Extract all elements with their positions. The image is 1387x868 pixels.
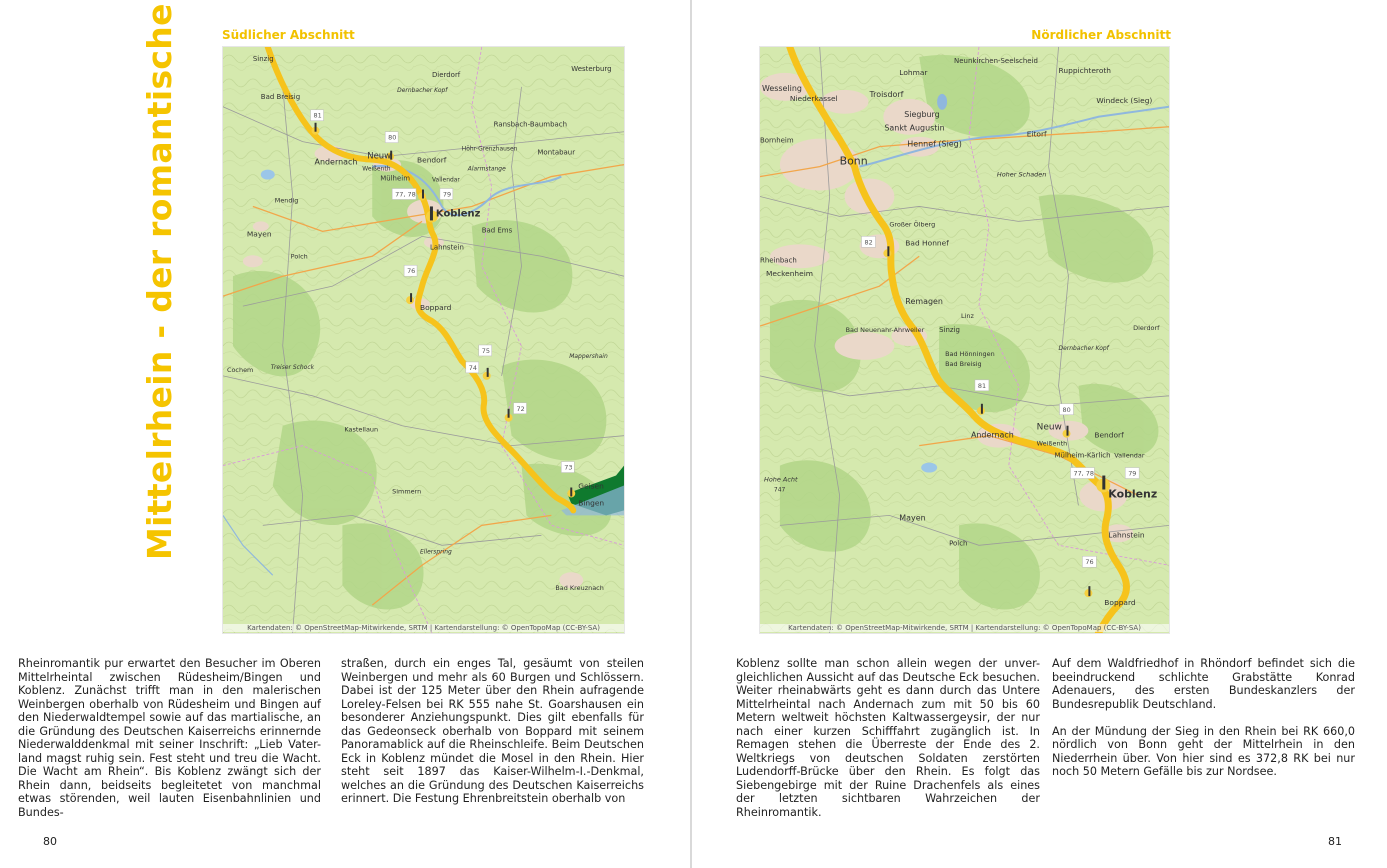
page-number-left: 80 [43, 835, 57, 848]
map-label-mulheim: Mülheim-Kärlich [1054, 451, 1111, 460]
map-label-neuwied: Neuw [367, 150, 392, 161]
km-marker: 79 [442, 190, 452, 199]
map-label-weissenthurm: Weißenth [362, 165, 391, 173]
km-marker: 74 [468, 363, 478, 372]
map-label-mappershain: Mappershain [569, 352, 608, 360]
map-label-alarmstange: Alarmstange [467, 165, 506, 173]
body-text-col2 [1052, 657, 1355, 779]
map-north [759, 46, 1170, 634]
map-label-sankt-augustin: Sankt Augustin [884, 123, 945, 133]
km-marker: 81 [977, 381, 987, 390]
map-label-neuwied: Neuw [1036, 422, 1062, 433]
map-label-hohe-acht-height: 747 [773, 486, 786, 494]
map-label-mayen: Mayen [899, 513, 926, 523]
body-text-col1 [18, 657, 321, 820]
map-label-hennef: Hennef (Sieg) [907, 139, 962, 149]
map-label-wesseling: Wesseling [761, 83, 802, 93]
map-credit: Kartendaten: © OpenStreetMap-Mitwirkende, SRTM | Kartendarstellung: © OpenTopoMap (CC-BY-SA) [760, 624, 1169, 632]
paragraph: Koblenz sollte man schon allein wegen der unver-gleichlichen Aussicht auf das Deutsche Eck besuchen. Weiter rheinabwärts geht es dann durch das Untere Mittelrheintal nach Andernach zum mit 50 bis 60 Metern weltweit höchsten Kaltwassergeysir, der nur nach einer kurzen Schifffahrt zugänglich ist. In Remagen stehen die Überreste der Ende des 2. Weltkriegs von deutschen Soldaten zerstörten Ludendorff-Brücke über den Rhein. Es folgt das Siebengebirge mit der Ruine Drachenfels als eines der letzten sichtbaren Wahrzeichen der Rheinromantik. [736, 657, 1040, 820]
map-label-windeck: Windeck (Sieg) [1096, 95, 1153, 105]
map-label-vallendar: Vallendar [1114, 451, 1145, 460]
map-north-graphic [760, 47, 1169, 633]
map-label-hohe-acht: Hohe Acht [763, 475, 798, 484]
km-marker: 80 [1062, 405, 1071, 414]
map-label-dierdorf: Dierdorf [1133, 324, 1160, 333]
map-label-grosser-olberg: Großer Ölberg [889, 220, 936, 229]
map-label-lahnstein: Lahnstein [429, 243, 464, 252]
section-label-south: Südlicher Abschnitt [222, 28, 355, 42]
km-marker: 82 [864, 238, 873, 247]
map-label-bingen: Bingen [578, 498, 605, 508]
body-text-col2 [341, 657, 644, 806]
map-label-bad-breisig: Bad Breisig [945, 359, 982, 368]
map-label-bornheim: Bornheim [760, 136, 794, 145]
km-marker: 72 [516, 404, 525, 413]
map-label-ruppichteroth: Ruppichteroth [1058, 65, 1112, 75]
paragraph: straßen, durch ein enges Tal, gesäumt von steilen Weinbergen und mehr als 60 Burgen und Schlössern. Dabei ist der 125 Meter über den Rhein aufragende Loreley-Felsen bei RK 555 nahe St. Goarshausen ein besonderer Anziehungspunkt. Dies gilt ebenfalls für das Gedeonseck oberhalb von Boppard mit seinem Panoramablick auf die Rheinschleife. Beim Deutschen Eck in Koblenz mündet die Mosel in den Rhein. Hier steht seit 1897 das Kaiser-Wilhelm-I.-Denkmal, welches an die Gründung des Deutschen Kaiserreichs erinnert. Die Festung Ehrenbreitstein oberhalb von [341, 657, 644, 806]
map-label-bad-neuenahr: Bad Neuenahr-Ahrweiler [845, 326, 925, 335]
map-label-neunkirchen: Neunkirchen-Seelscheid [954, 56, 1038, 65]
paragraph: An der Mündung der Sieg in den Rhein bei RK 660,0 nördlich von Bonn geht der Mittelrhein in den Niederrhein über. Von hier sind es 372,8 RK bei nur noch 50 Metern Gefälle bis zur Nordsee. [1052, 724, 1355, 779]
km-marker: 73 [564, 463, 573, 472]
map-label-bad-ems: Bad Ems [481, 226, 513, 235]
map-label-dernbacher-kopf: Dernbacher Kopf [397, 86, 448, 94]
section-label-north: Nördlicher Abschnitt [1031, 28, 1171, 42]
map-label-polch: Polch [949, 539, 968, 548]
km-marker: 76 [1085, 558, 1094, 567]
map-label-treiser-schock: Treiser Schock [270, 363, 315, 371]
km-marker: 75 [481, 346, 490, 355]
map-label-rheinbach: Rheinbach [760, 256, 797, 265]
map-label-bendorf: Bendorf [417, 155, 447, 165]
map-label-bendorf: Bendorf [1094, 430, 1124, 440]
map-label-bad-breisig: Bad Breisig [260, 92, 301, 101]
map-label-mendig: Mendig [274, 196, 299, 205]
map-label-simmern: Simmern [392, 487, 422, 496]
map-credit: Kartendaten: © OpenStreetMap-Mitwirkende, SRTM | Kartendarstellung: © OpenTopoMap (CC-BY-SA) [223, 624, 624, 632]
km-marker: 81 [313, 111, 322, 120]
right-page [692, 0, 1387, 868]
map-label-boppard: Boppard [420, 303, 452, 313]
map-south [222, 46, 625, 634]
map-label-boppard: Boppard [1104, 598, 1136, 608]
map-label-geisenheim: Geisen [578, 481, 604, 491]
map-label-lohmar: Lohmar [899, 67, 928, 77]
map-label-vallendar: Vallendar [431, 176, 460, 184]
map-label-bonn: Bonn [839, 154, 868, 168]
km-marker: 79 [1128, 469, 1137, 478]
map-label-lahnstein: Lahnstein [1108, 530, 1145, 540]
map-label-eitorf: Eitorf [1026, 129, 1047, 139]
paragraph: Auf dem Waldfriedhof in Rhöndorf befindet sich die beeindruckend schlichte Grabstätte Konrad Adenauers, des ersten Bundeskanzlers der Bundesrepublik Deutschland. [1052, 657, 1355, 711]
map-label-andernach: Andernach [970, 430, 1014, 440]
map-label-mulheim: Mülheim [380, 174, 410, 183]
map-label-ransbach: Ransbach-Baumbach [493, 120, 568, 129]
map-label-linz: Linz [961, 312, 974, 321]
map-label-westerburg: Westerburg [571, 64, 612, 73]
chapter-title: Mittelrhein - der romantische [140, 3, 179, 560]
map-label-weissenthurm: Weißenth [1036, 439, 1068, 448]
map-label-cochem: Cochem [226, 365, 254, 374]
km-marker: 80 [388, 133, 397, 142]
map-label-mayen: Mayen [246, 229, 272, 239]
km-marker: 76 [407, 267, 416, 276]
map-label-sinzig: Sinzig [939, 326, 960, 335]
map-label-bad-kreuznach: Bad Kreuznach [555, 584, 604, 593]
map-label-siegburg: Siegburg [904, 109, 940, 119]
map-label-bad-honningen: Bad Hönningen [945, 349, 995, 358]
map-label-meckenheim: Meckenheim [765, 269, 814, 279]
map-label-sinzig: Sinzig [252, 54, 274, 63]
map-label-dernbacher-kopf: Dernbacher Kopf [1058, 344, 1109, 352]
map-label-montabaur: Montabaur [537, 148, 576, 157]
map-label-niederkassel: Niederkassel [789, 93, 838, 103]
map-label-hoher-schaden: Hoher Schaden [996, 170, 1047, 179]
map-label-troisdorf: Troisdorf [869, 89, 904, 99]
map-label-dierdorf: Dierdorf [431, 70, 461, 79]
map-label-koblenz: Koblenz [435, 208, 481, 220]
page-number-right: 81 [1328, 835, 1342, 848]
km-marker: 77, 78 [395, 190, 416, 199]
map-label-koblenz: Koblenz [1108, 487, 1158, 501]
map-label-remagen: Remagen [905, 297, 943, 307]
body-text-col1 [736, 657, 1040, 820]
paragraph: Rheinromantik pur erwartet den Besucher im Oberen Mittelrheintal zwischen Rüdesheim/Bingen und Koblenz. Zunächst trifft man in den malerischen Weinbergen oberhalb von Rüdesheim und Bingen auf den Niederwaldtempel sowie auf das martialische, an die Gründung des Deutschen Kaiserreichs erinnernde Niederwalddenkmal mit seiner Inschrift: „Lieb Vater-land magst ruhig sein. Fest steht und treu die Wacht. Die Wacht am Rhein“. Bis Koblenz zwängt sich der Rhein dann, beidseits begleitetet von manchmal etwas störenden, weil lauten Eisenbahnlinien und Bundes- [18, 657, 321, 820]
map-label-bad-honnef: Bad Honnef [905, 238, 949, 248]
left-page [0, 0, 690, 868]
map-label-ellerspring: Ellerspring [420, 548, 452, 556]
map-label-polch: Polch [290, 252, 308, 261]
map-south-graphic [223, 47, 624, 633]
km-marker: 77, 78 [1073, 469, 1095, 478]
map-label-kastellaun: Kastellaun [344, 425, 379, 434]
map-label-andernach: Andernach [314, 157, 358, 167]
map-label-hohr: Höhr-Grenzhausen [461, 145, 518, 153]
